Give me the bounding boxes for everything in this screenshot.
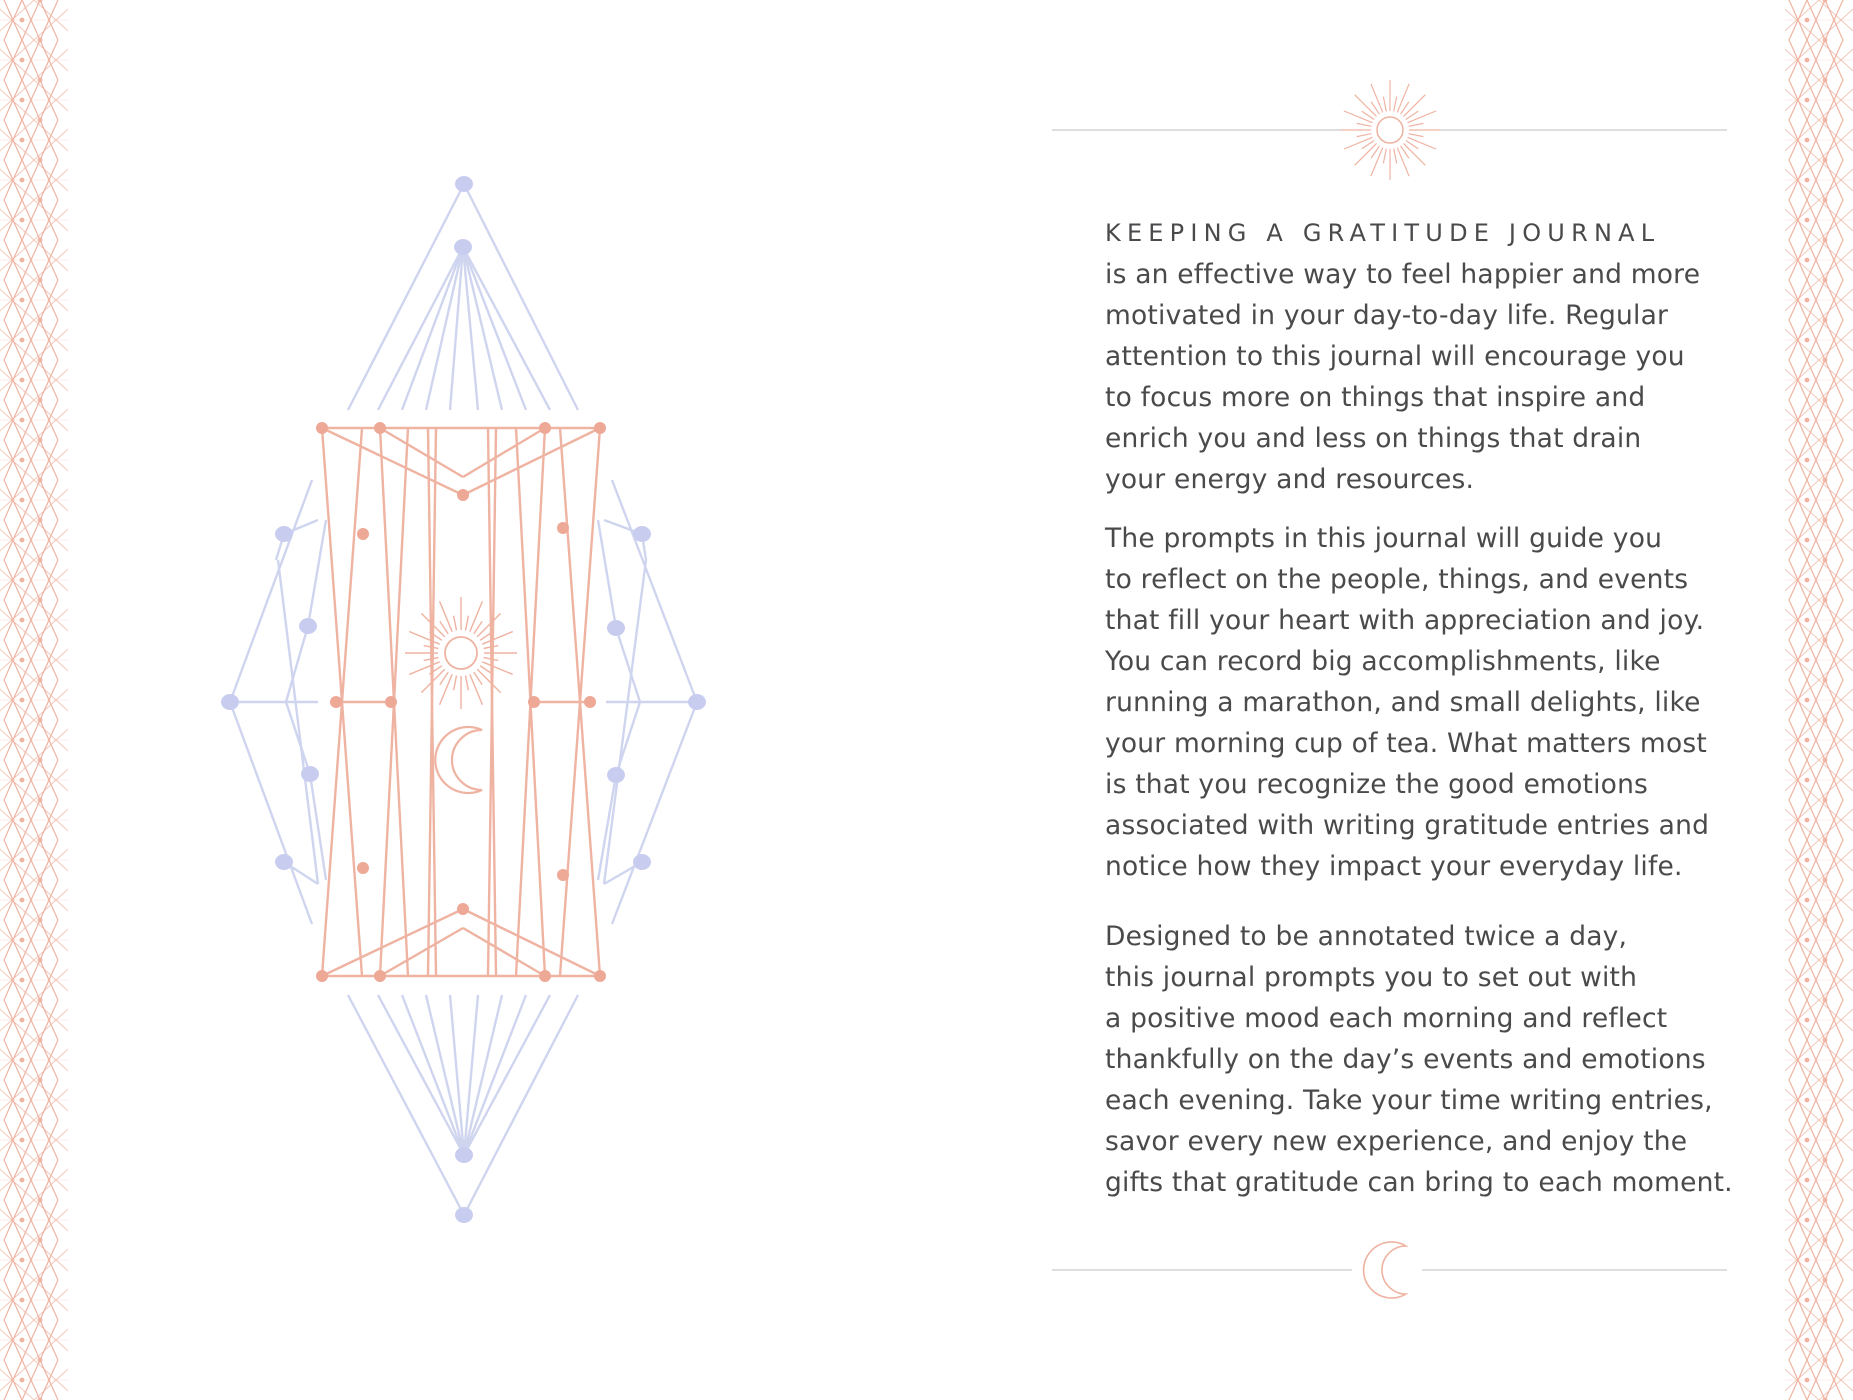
text-line: running a marathon, and small delights, like: [1105, 687, 1701, 718]
text-line: Designed to be annotated twice a day,: [1105, 921, 1628, 952]
text-line: motivated in your day-to-day life. Regular: [1105, 300, 1669, 331]
paragraph-intro: [1105, 213, 1725, 500]
bottom-divider-ornament: [1052, 1242, 1727, 1298]
lavender-line-work: [230, 184, 697, 1215]
text-line: thankfully on the day’s events and emotions: [1105, 1044, 1706, 1075]
text-line: savor every new experience, and enjoy the: [1105, 1126, 1688, 1157]
crescent-moon-icon: [435, 727, 482, 793]
paragraph-prompts: [1105, 518, 1725, 887]
lavender-node-dots: [221, 176, 706, 1223]
text-line: enrich you and less on things that drain: [1105, 423, 1642, 454]
text-line: your morning cup of tea. What matters most: [1105, 728, 1707, 759]
text-line: notice how they impact your everyday life.: [1105, 851, 1683, 882]
top-divider-ornament: [1052, 80, 1727, 180]
text-line: is that you recognize the good emotions: [1105, 769, 1649, 800]
paragraph-twice-a-day: [1105, 916, 1733, 1203]
sun-icon: [1340, 80, 1440, 180]
sun-icon: [405, 597, 517, 709]
text-line: gifts that gratitude can bring to each moment.: [1105, 1167, 1733, 1198]
journal-heading: KEEPING A GRATITUDE JOURNAL: [1105, 219, 1661, 247]
text-line: The prompts in this journal will guide you: [1105, 523, 1663, 554]
text-line: that fill your heart with appreciation and joy.: [1105, 605, 1705, 636]
text-line: attention to this journal will encourage you: [1105, 341, 1685, 372]
text-line: associated with writing gratitude entries and: [1105, 810, 1710, 841]
text-line: your energy and resources.: [1105, 464, 1475, 495]
text-line: is an effective way to feel happier and more: [1105, 259, 1701, 290]
text-line: this journal prompts you to set out with: [1105, 962, 1638, 993]
text-line: You can record big accomplishments, like: [1105, 646, 1661, 677]
text-line: to reflect on the people, things, and events: [1105, 564, 1689, 595]
text-line: a positive mood each morning and reflect: [1105, 1003, 1668, 1034]
crescent-moon-icon: [1364, 1242, 1406, 1298]
text-line: to focus more on things that inspire and: [1105, 382, 1646, 413]
geometric-diamond-illustration: [221, 176, 706, 1223]
text-line: each evening. Take your time writing entries,: [1105, 1085, 1713, 1116]
